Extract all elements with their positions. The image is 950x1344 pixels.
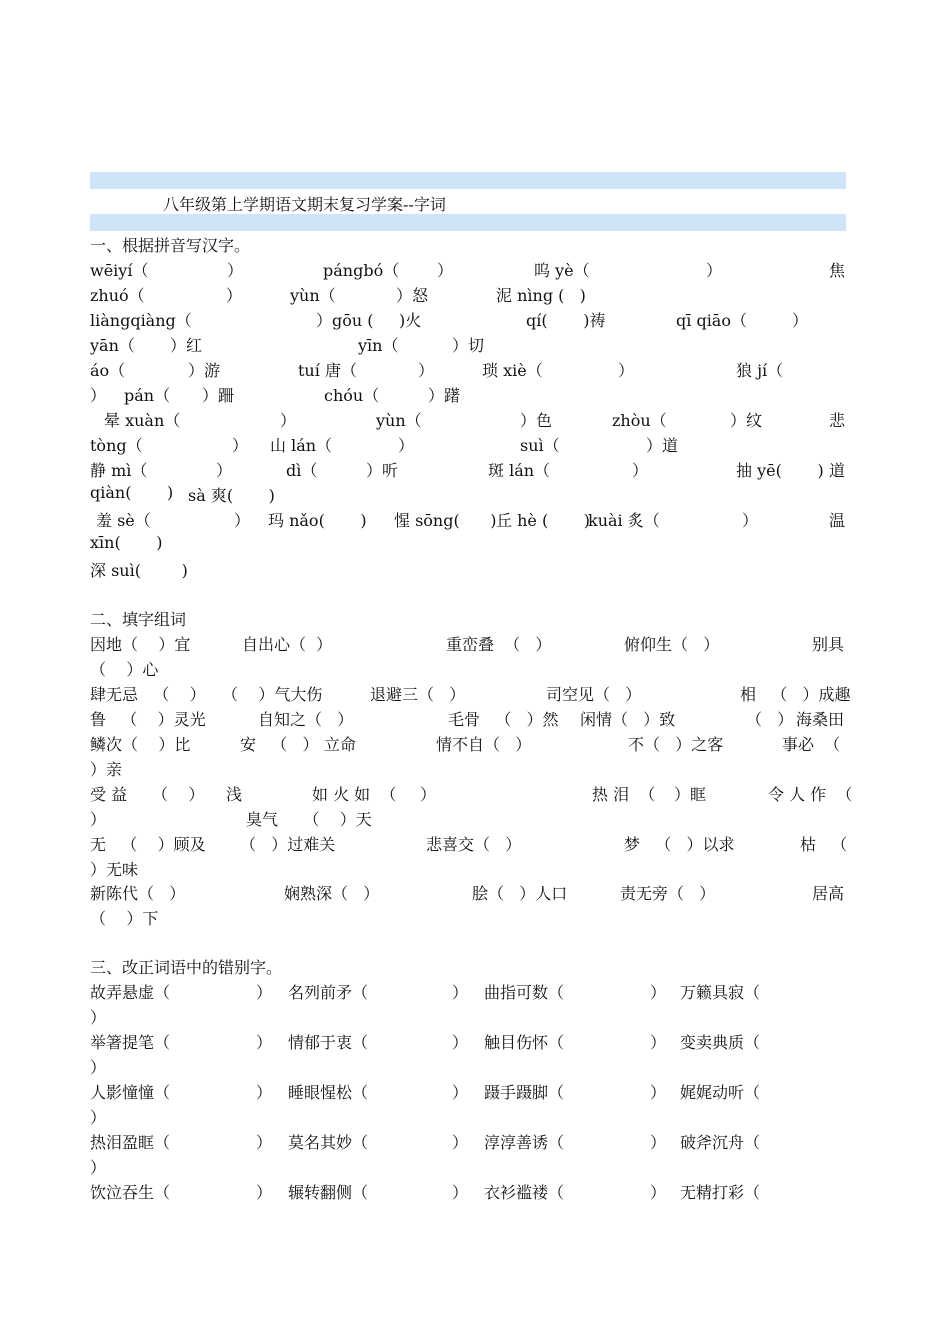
sec1-row-7 xyxy=(90,408,846,433)
idiom-item: 退避三（ ） xyxy=(370,685,466,704)
idiom-item: 别具 xyxy=(812,635,845,654)
idiom-item: 受 益 xyxy=(90,785,128,804)
pinyin-item: yùn（ xyxy=(290,286,336,305)
correction-item: 举箸提笔（ xyxy=(90,1033,171,1052)
correction-item: 曲指可数（ xyxy=(484,983,565,1002)
bracket-close: ） xyxy=(452,1183,469,1202)
section-3-heading: 三、改正词语中的错别字。 xyxy=(90,958,283,977)
correction-item: 淳淳善诱（ xyxy=(484,1133,565,1152)
idiom-item: （ ）下 xyxy=(90,909,159,928)
pinyin-item: pán（ xyxy=(124,386,171,405)
pinyin-item: 呜 yè（ xyxy=(534,261,590,280)
section-2-heading: 二、填字组词 xyxy=(90,610,187,629)
pinyin-item: 深 suì( ) xyxy=(90,561,188,580)
correction-item: 万籁具寂（ xyxy=(680,983,761,1002)
idiom-item: 毛骨 （ ）然 xyxy=(448,710,559,729)
idiom-item: 重峦叠 （ ） xyxy=(446,635,552,654)
pinyin-item: 丘 hè ( ) xyxy=(496,511,591,530)
pinyin-item: sà 爽( ) xyxy=(188,486,275,505)
bracket-close: ） xyxy=(650,1083,667,1102)
bracket-close: ） xyxy=(256,983,273,1002)
correction-item: 辗转翻侧（ xyxy=(288,1183,369,1202)
bracket-close: ）怒 xyxy=(396,286,429,305)
pinyin-item: qī qiāo（ xyxy=(676,311,747,330)
idiom-item: 梦 （ ）以求 xyxy=(624,835,735,854)
pinyin-item: xīn( ) xyxy=(90,533,163,552)
bracket-close: ） xyxy=(452,1083,469,1102)
bracket-close: ） xyxy=(90,386,107,405)
sec2-row-3 xyxy=(90,682,851,707)
idiom-item: 鳞次（ ）比 xyxy=(90,735,191,754)
correction-item: 名列前矛（ xyxy=(288,983,369,1002)
bracket-close: ） xyxy=(90,1008,107,1027)
sec1-row-8 xyxy=(90,433,846,458)
sec1-row-4 xyxy=(90,333,846,358)
pinyin-item: 悲 xyxy=(829,411,846,430)
sec1-row-11 xyxy=(90,508,846,533)
pinyin-item: pángbó（ xyxy=(323,261,400,280)
bracket-close: ） xyxy=(618,361,635,380)
pinyin-item: tuí 唐（ xyxy=(298,361,357,380)
pinyin-item: tòng（ xyxy=(90,436,143,455)
pinyin-item: 惺 sōng( ) xyxy=(394,511,497,530)
sec3-wrap-2 xyxy=(90,1055,846,1080)
pinyin-item: suì（ xyxy=(520,436,560,455)
bracket-close: ） xyxy=(90,1108,107,1127)
idiom-item: ）亲 xyxy=(90,760,123,779)
pinyin-item: 琐 xiè（ xyxy=(482,361,543,380)
pinyin-item: 焦 xyxy=(829,261,846,280)
sec1-row-2 xyxy=(90,283,846,308)
idiom-item: （ ） xyxy=(152,785,205,804)
pinyin-item: 晕 xuàn（ xyxy=(104,411,181,430)
idiom-item: （ ） xyxy=(746,710,794,729)
pinyin-item: 泥 nìng ( ) xyxy=(496,286,586,305)
correction-item: 睡眼惺松（ xyxy=(288,1083,369,1102)
bracket-close: ） xyxy=(256,1183,273,1202)
bracket-close: ） xyxy=(650,1133,667,1152)
sec3-row-2 xyxy=(90,1030,846,1055)
sec2-row-4 xyxy=(90,707,846,732)
pinyin-item: zhòu（ xyxy=(612,411,667,430)
idiom-item: 热 泪 （ xyxy=(592,785,656,804)
correction-item: 破斧沉舟（ xyxy=(680,1133,761,1152)
idiom-item: ） xyxy=(420,785,437,804)
bracket-close: ） xyxy=(792,311,809,330)
bracket-close: ） xyxy=(650,1183,667,1202)
idiom-item: （ ）过难关 xyxy=(240,835,336,854)
pinyin-item: 羞 sè（ xyxy=(96,511,151,530)
idiom-item: 安 （ ） xyxy=(240,735,319,754)
sec1-row-9 xyxy=(90,458,846,483)
pinyin-item: 温 xyxy=(829,511,846,530)
sec3-row-1 xyxy=(90,980,846,1005)
sec1-row-5 xyxy=(90,358,846,383)
sec3-row-3 xyxy=(90,1080,846,1105)
idiom-item: （ ）心 xyxy=(90,660,159,679)
bracket-close: ） xyxy=(632,461,649,480)
sec3-wrap-1 xyxy=(90,1005,846,1030)
bracket-close: ） xyxy=(226,286,243,305)
pinyin-item: liàngqiàng（ xyxy=(90,311,192,330)
pinyin-item: 道 xyxy=(829,461,846,480)
bracket-close: ） xyxy=(256,1083,273,1102)
pinyin-item: 狼 jí（ xyxy=(736,361,784,380)
idiom-item: 司空见（ ） xyxy=(546,685,642,704)
idiom-item: （ ）气大伤 xyxy=(222,685,323,704)
pinyin-item: yīn（ xyxy=(358,336,399,355)
idiom-item: 海桑田 xyxy=(796,710,845,729)
title-band-bottom xyxy=(90,214,846,231)
pinyin-item: 玛 nǎo( ) xyxy=(268,511,367,530)
sec3-wrap-4 xyxy=(90,1155,846,1180)
sec2-row-8 xyxy=(90,807,846,832)
idiom-item: 自出心（ ） xyxy=(242,635,333,654)
idiom-item: 情不自（ ） xyxy=(436,735,532,754)
idiom-item: 新陈代（ ） xyxy=(90,884,186,903)
pinyin-item: dì（ xyxy=(286,461,318,480)
correction-item: 触目伤怀（ xyxy=(484,1033,565,1052)
section-1-heading: 一、根据拼音写汉字。 xyxy=(90,236,251,255)
sec1-row-6 xyxy=(90,383,846,408)
idiom-item: 臭气 （ ）天 xyxy=(246,810,372,829)
idiom-item: ）眶 xyxy=(674,785,707,804)
bracket-close: ）道 xyxy=(646,436,679,455)
bracket-close: ）切 xyxy=(452,336,485,355)
pinyin-item: qí( )祷 xyxy=(526,311,606,330)
sec1-row-12 xyxy=(90,533,846,558)
pinyin-item: zhuó（ xyxy=(90,286,145,305)
pinyin-item: áo（ xyxy=(90,361,126,380)
sec3-row-4 xyxy=(90,1130,846,1155)
idiom-item: 肆无忌 （ ） xyxy=(90,685,206,704)
sec3-wrap-3 xyxy=(90,1105,846,1130)
bracket-close: ）跚 xyxy=(202,386,235,405)
idiom-item: ）无味 xyxy=(90,860,139,879)
idiom-item: 事必 （ xyxy=(782,735,841,754)
bracket-close: ） xyxy=(452,1033,469,1052)
idiom-item: 无 （ ）顾及 xyxy=(90,835,206,854)
correction-item: 人影憧憧（ xyxy=(90,1083,171,1102)
sec2-row-2 xyxy=(90,657,846,682)
idiom-item: 相 （ ）成趣 xyxy=(740,685,851,704)
pinyin-item: qiàn( ) xyxy=(90,483,174,502)
idiom-item: 闲情（ ）致 xyxy=(580,710,676,729)
sec2-row-7 xyxy=(90,782,853,807)
bracket-close: ） xyxy=(452,983,469,1002)
sec1-row-1 xyxy=(90,258,846,283)
correction-item: 饮泣吞生（ xyxy=(90,1183,171,1202)
idiom-item: 鲁 （ ）灵光 xyxy=(90,710,206,729)
bracket-close: ） xyxy=(398,436,415,455)
bracket-close: ） xyxy=(437,261,454,280)
bracket-close: ） xyxy=(256,1033,273,1052)
idiom-item: 立命 xyxy=(324,735,357,754)
correction-item: 娓娓动听（ xyxy=(680,1083,761,1102)
pinyin-item: kuài 炙（ xyxy=(588,511,660,530)
bracket-close: ）红 xyxy=(170,336,203,355)
sec1-row-13 xyxy=(90,558,846,583)
bracket-close: ） xyxy=(418,361,435,380)
correction-item: 故弄悬虚（ xyxy=(90,983,171,1002)
pinyin-item: chóu（ xyxy=(324,386,380,405)
bracket-close: ） xyxy=(742,511,759,530)
sec2-row-6 xyxy=(90,757,846,782)
sec2-row-1 xyxy=(90,632,846,657)
title-band-top xyxy=(90,172,846,189)
bracket-close: ）游 xyxy=(188,361,221,380)
idiom-item: 责无旁（ ） xyxy=(620,884,716,903)
idiom-item: 悲喜交（ ） xyxy=(426,835,522,854)
idiom-item: 浅 xyxy=(226,785,243,804)
bracket-close: ） xyxy=(280,411,297,430)
bracket-close: ） xyxy=(232,436,249,455)
idiom-item: 枯 （ xyxy=(800,835,848,854)
pinyin-item: 斑 lán（ xyxy=(488,461,551,480)
bracket-close: ） xyxy=(256,1133,273,1152)
bracket-close: ）色 xyxy=(520,411,553,430)
idiom-item: 如 火 如 （ xyxy=(312,785,397,804)
correction-item: 无精打彩（ xyxy=(680,1183,761,1202)
bracket-close: ） xyxy=(452,1133,469,1152)
idiom-item: 脍（ ）人口 xyxy=(472,884,568,903)
sec3-row-5 xyxy=(90,1180,846,1205)
correction-item: 变卖典质（ xyxy=(680,1033,761,1052)
bracket-close: ） xyxy=(650,983,667,1002)
pinyin-item: 山 lán（ xyxy=(270,436,333,455)
sec2-row-12 xyxy=(90,906,846,931)
correction-item: 衣衫褴褛（ xyxy=(484,1183,565,1202)
correction-item: 莫名其妙（ xyxy=(288,1133,369,1152)
bracket-close: ）纹 xyxy=(730,411,763,430)
pinyin-item: yùn（ xyxy=(376,411,422,430)
bracket-close: ） xyxy=(90,1058,107,1077)
idiom-item: 不（ ）之客 xyxy=(628,735,724,754)
bracket-close: ） xyxy=(227,261,244,280)
idiom-item: 因地（ ）宜 xyxy=(90,635,191,654)
pinyin-item: 静 mì（ xyxy=(90,461,148,480)
sec2-row-9 xyxy=(90,832,846,857)
bracket-close: ） xyxy=(216,461,233,480)
bracket-close: ） xyxy=(706,261,723,280)
pinyin-item: yān（ xyxy=(90,336,135,355)
bracket-close: ）躇 xyxy=(428,386,461,405)
idiom-item: 娴熟深（ ） xyxy=(284,884,380,903)
pinyin-item: 抽 yē( ) xyxy=(736,461,824,480)
pinyin-item: wēiyí（ xyxy=(90,261,149,280)
bracket-close: ） xyxy=(90,1158,107,1177)
bracket-close: ）听 xyxy=(366,461,399,480)
bracket-close: ） xyxy=(234,511,251,530)
correction-item: 热泪盈眶（ xyxy=(90,1133,171,1152)
idiom-item: ） xyxy=(90,810,107,829)
document-title: 八年级第上学期语文期末复习学案--字词 xyxy=(163,195,446,214)
sec1-row-10 xyxy=(90,483,846,508)
idiom-item: 自知之（ ） xyxy=(258,710,354,729)
pinyin-item: ）gōu ( )火 xyxy=(316,311,422,330)
idiom-item: 俯仰生（ ） xyxy=(624,635,720,654)
sec2-row-5 xyxy=(90,732,846,757)
sec1-row-3 xyxy=(90,308,846,333)
correction-item: 情郁于衷（ xyxy=(288,1033,369,1052)
idiom-item: 令 人 作 （ xyxy=(768,785,853,804)
sec2-row-10 xyxy=(90,857,846,882)
correction-item: 蹑手蹑脚（ xyxy=(484,1083,565,1102)
bracket-close: ） xyxy=(650,1033,667,1052)
sec2-row-11 xyxy=(90,881,846,906)
idiom-item: 居高 xyxy=(812,884,845,903)
